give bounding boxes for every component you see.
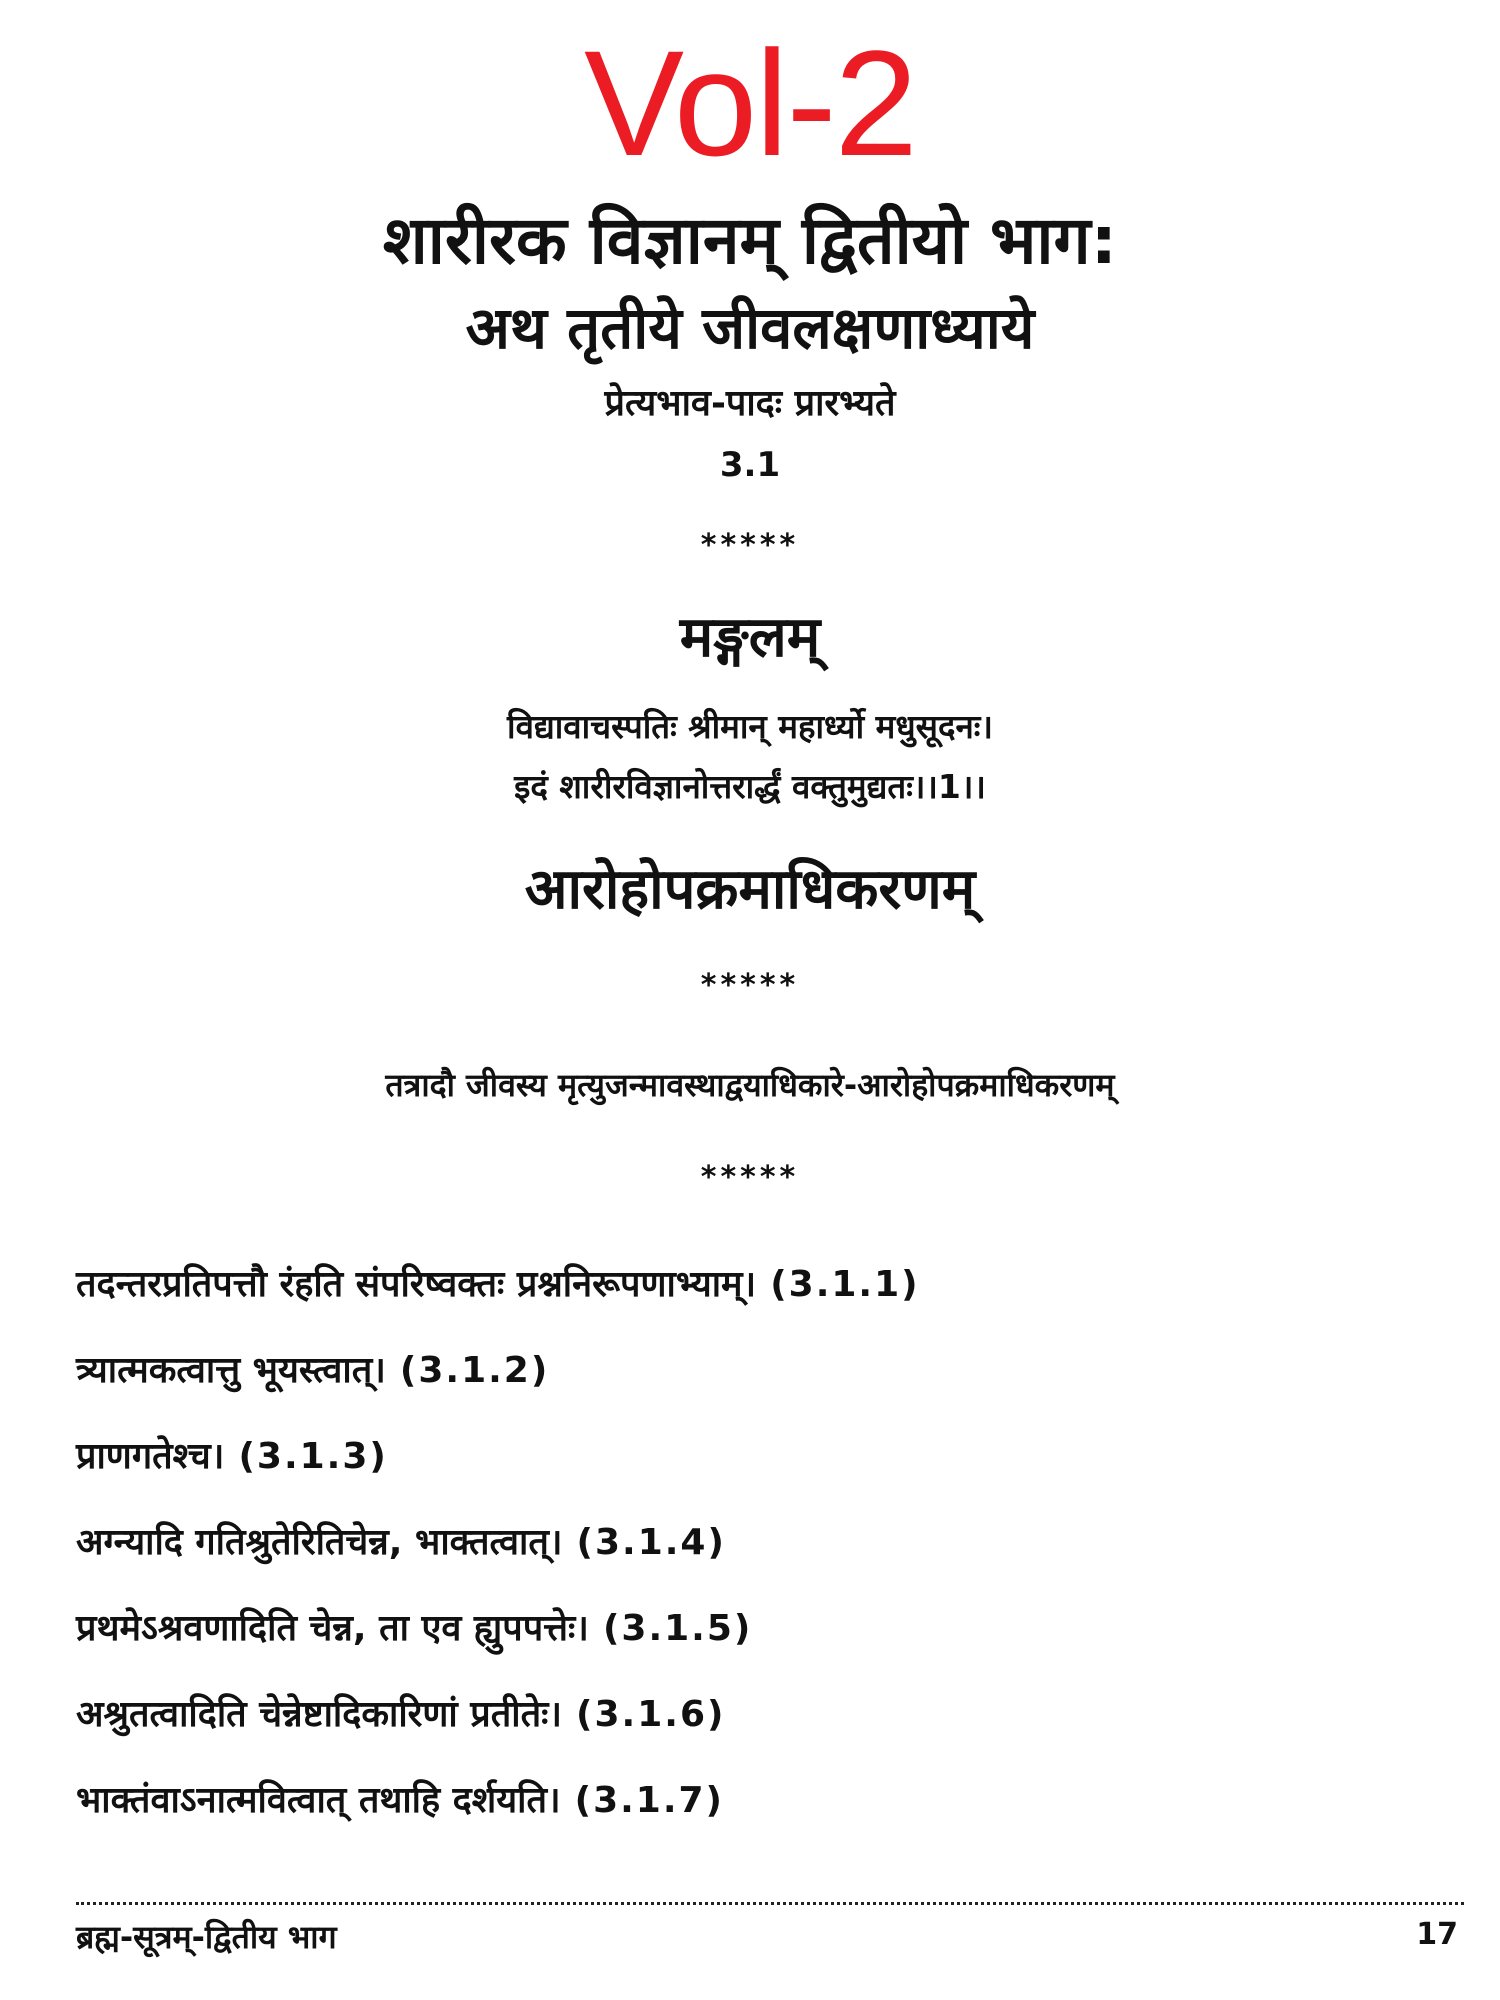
sutra-reference: (3.1.4) bbox=[576, 1522, 726, 1563]
separator-stars: ***** bbox=[700, 528, 800, 563]
sutra-text: अग्न्यादि गतिश्रुतेरितिचेन्न, भाक्तत्वात्। bbox=[76, 1522, 563, 1563]
sutra-reference: (3.1.5) bbox=[602, 1608, 753, 1649]
sutra-text: प्राणगतेश्च। bbox=[76, 1436, 225, 1477]
sutra-text: भाक्तंवाऽनात्मवित्वात् तथाहि दर्शयति। bbox=[76, 1780, 561, 1821]
sutra-reference: (3.1.2) bbox=[399, 1350, 550, 1391]
sutra-item bbox=[76, 1758, 1456, 1844]
pada-title: प्रेत्यभाव-पादः प्रारभ्यते bbox=[604, 383, 896, 424]
chapter-title: अथ तृतीये जीवलक्षणाध्याये bbox=[465, 294, 1035, 362]
sutra-item bbox=[76, 1242, 1456, 1328]
sutra-text: त्र्यात्मकत्वात्तु भूयस्त्वात्। bbox=[76, 1350, 386, 1391]
sutra-list bbox=[76, 1242, 1456, 1844]
sutra-reference: (3.1.1) bbox=[770, 1264, 920, 1305]
footer-divider bbox=[76, 1902, 1464, 1905]
sutra-reference: (3.1.3) bbox=[238, 1436, 388, 1477]
sutra-item bbox=[76, 1672, 1456, 1758]
section-number: 3.1 bbox=[719, 445, 781, 485]
footer-book-title: ब्रह्म-सूत्रम्-द्वितीय भाग bbox=[76, 1918, 337, 1956]
sutra-text: प्रथमेऽश्रवणादिति चेन्न, ता एव ह्युपपत्तेः। bbox=[76, 1608, 589, 1649]
mangalam-verse-line: इदं शारीरविज्ञानोत्तरार्द्धं वक्तुमुद्यतः।।1।। bbox=[514, 767, 986, 806]
page-number: 17 bbox=[1416, 1917, 1458, 1952]
sutra-reference: (3.1.6) bbox=[576, 1694, 726, 1735]
separator-stars: ***** bbox=[700, 1160, 800, 1195]
sutra-item bbox=[76, 1414, 1456, 1500]
sutra-reference: (3.1.7) bbox=[574, 1780, 725, 1821]
sutra-item bbox=[76, 1586, 1456, 1672]
sutra-text: अश्रुतत्वादिति चेन्नेष्टादिकारिणां प्रतीतेः। bbox=[76, 1694, 563, 1735]
adhikarana-heading: आरोहोपक्रमाधिकरणम् bbox=[524, 857, 976, 922]
sutra-text: तदन्तरप्रतिपत्तौ रंहति संपरिष्वक्तः प्रश्ननिरूपणाभ्याम्। bbox=[76, 1264, 757, 1305]
page-title: शारीरक विज्ञानम् द्वितीयो भाग: bbox=[382, 202, 1118, 279]
mangalam-heading: मङ्गलम् bbox=[679, 605, 821, 670]
volume-label: Vol-2 bbox=[584, 19, 916, 187]
mangalam-verse-line: विद्यावाचस्पतिः श्रीमान् महार्ध्यो मधुसूदनः। bbox=[507, 707, 993, 746]
separator-stars: ***** bbox=[700, 968, 800, 1003]
sutra-item bbox=[76, 1500, 1456, 1586]
sutra-item bbox=[76, 1328, 1456, 1414]
adhikarana-intro: तत्रादौ जीवस्य मृत्युजन्मावस्थाद्वयाधिकारे-आरोहोपक्रमाधिकरणम् bbox=[385, 1066, 1115, 1104]
